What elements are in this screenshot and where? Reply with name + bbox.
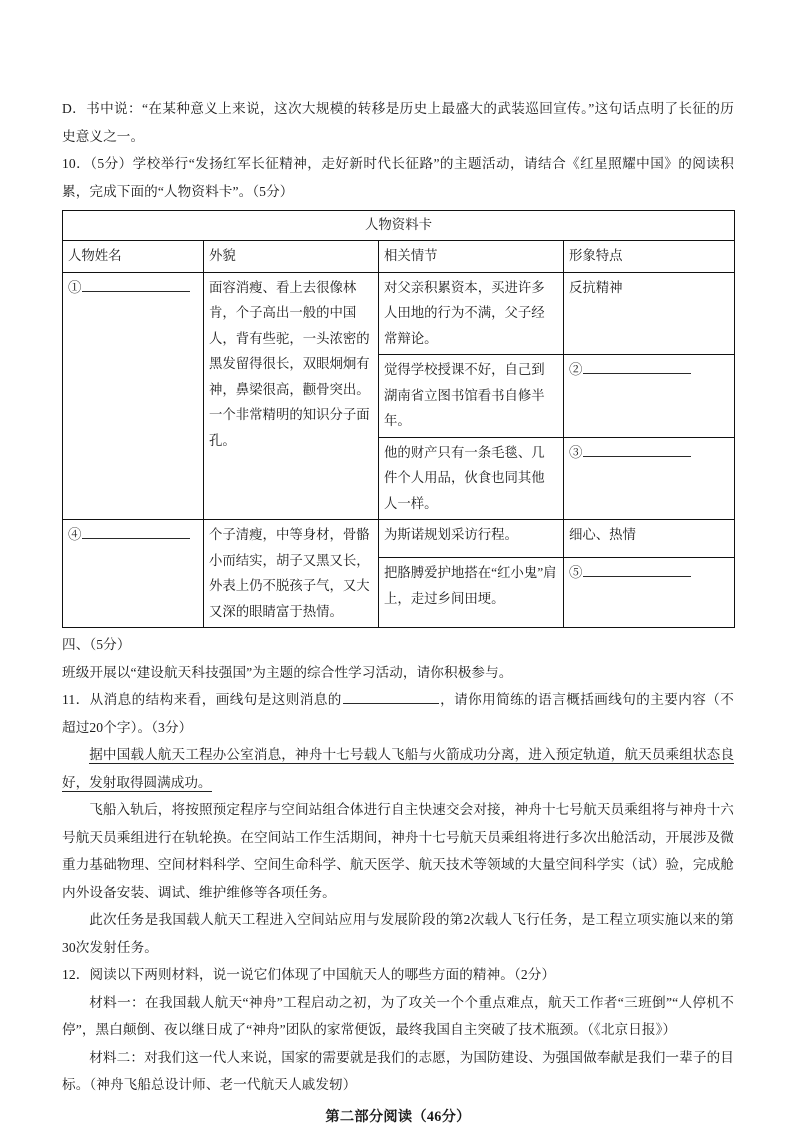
blank-line[interactable]	[583, 563, 691, 577]
character-2-trait-1: 细心、热情	[564, 520, 735, 558]
character-1-appearance: 面容消瘦、看上去很像林肯，个子高出一般的中国人，背有些驼，一头浓密的黑发留得很长，双眼炯炯有神，鼻梁很高，颧骨突出。一个非常精明的知识分子面孔。	[204, 272, 379, 520]
section-four-label: 四、（5分）	[62, 637, 131, 652]
blank-line[interactable]	[82, 278, 190, 292]
option-d-paragraph: D．书中说：“在某种意义上来说，这次大规模的转移是历史上最盛大的武装巡回宣传。”这句话点明了长征的历史意义之一。	[62, 101, 734, 144]
answer-blank-2[interactable]: ②	[569, 357, 729, 383]
exam-page	[62, 95, 734, 1131]
header-name: 人物姓名	[63, 241, 204, 273]
character-1-trait-1: 反抗精神	[564, 272, 735, 355]
character-2-trait-2[interactable]	[564, 558, 735, 628]
question-11-prompt	[62, 686, 734, 741]
section-four-intro: 班级开展以“建设航天科技强国”为主题的综合性学习活动，请你积极参与。	[62, 664, 513, 680]
blank-line[interactable]	[583, 360, 691, 374]
character-1-plot-3: 他的财产只有一条毛毯、几件个人用品，伙食也同其他人一样。	[379, 437, 564, 520]
header-plot: 相关情节	[379, 241, 564, 273]
material-two: 材料二：对我们这一代人来说，国家的需要就是我们的志愿，为国防建设、为强国做奉献是我们一辈子的目标。（神舟飞船总设计师、老一代航天人戚发轫）	[62, 1049, 734, 1092]
answer-blank-1[interactable]: ①	[68, 275, 198, 301]
answer-blank-5[interactable]: ⑤	[569, 560, 729, 586]
blank-line[interactable]	[82, 525, 190, 539]
character-1-plot-2: 觉得学校授课不好，自己到湖南省立图书馆看书自修半年。	[379, 355, 564, 438]
part-two-heading: 第二部分阅读（46分）	[325, 1108, 471, 1125]
character-profile-table	[62, 210, 735, 628]
character-2-plot-2: 把胳膊爱护地搭在“红小鬼”肩上，走过乡间田埂。	[379, 558, 564, 628]
news-body-paragraph-1: 飞船入轨后，将按照预定程序与空间站组合体进行自主快速交会对接，神舟十七号航天员乘组将与神舟十六号航天员乘组进行在轨轮换。在空间站工作生活期间，神舟十七号航天员乘组将进行多次出舱活动，开展涉及微重力基础物理、空间材料科学、空间生命科学、航天医学、航天技术等领域的大量空间科学实（试）验，完成舱内外设备安装、调试、维护维修等各项任务。	[62, 802, 734, 900]
answer-blank-4[interactable]: ④	[68, 522, 198, 548]
character-1-trait-3[interactable]	[564, 437, 735, 520]
character-2-appearance: 个子清瘦，中等身材，骨骼小而结实，胡子又黑又长，外表上仍不脱孩子气，又大又深的眼睛富于热情。	[204, 520, 379, 628]
table-header-row	[63, 241, 735, 273]
table-row	[63, 520, 735, 558]
question-10-prompt: 10．（5分）学校举行“发扬红军长征精神，走好新时代长征路”的主题活动，请结合《红星照耀中国》的阅读积累，完成下面的“人物资料卡”。（5分）	[62, 156, 734, 199]
news-lead-paragraph	[62, 741, 734, 796]
q11-text-before: 11．从消息的结构来看，画线句是这则消息的	[62, 692, 342, 707]
q11-answer-blank[interactable]	[343, 689, 439, 704]
answer-blank-3[interactable]: ③	[569, 440, 729, 466]
character-1-plot-1: 对父亲积累资本，买进许多人田地的行为不满，父子经常辩论。	[379, 272, 564, 355]
header-appearance: 外貌	[204, 241, 379, 273]
character-2-name-cell[interactable]	[63, 520, 204, 628]
table-row	[63, 272, 735, 355]
table-caption-row	[63, 211, 735, 241]
blank-line[interactable]	[583, 443, 691, 457]
question-12-prompt: 12．阅读以下两则材料，说一说它们体现了中国航天人的哪些方面的精神。（2分）	[62, 967, 556, 982]
news-body-paragraph-2: 此次任务是我国载人航天工程进入空间站应用与发展阶段的第2次载人飞行任务，是工程立项实施以来的第30次发射任务。	[62, 912, 734, 955]
character-1-name-cell[interactable]	[63, 272, 204, 520]
table-caption: 人物资料卡	[63, 211, 735, 241]
news-lead-underlined: 据中国载人航天工程办公室消息，神舟十七号载人飞船与火箭成功分离，进入预定轨道，航天员乘组状态良好，发射取得圆满成功。	[62, 747, 734, 790]
character-1-trait-2[interactable]	[564, 355, 735, 438]
material-one: 材料一：在我国载人航天“神舟”工程启动之初，为了攻关一个个重点难点，航天工作者“三班倒”“人停机不停”，黑白颠倒、夜以继日成了“神舟”团队的家常便饭，最终我国自主突破了技术瓶颈。（《北京日报》）	[62, 994, 734, 1037]
header-trait: 形象特点	[564, 241, 735, 273]
q11-text-after: ，请你用简练的语言概括画线句的主要内容（不超过20个字）。（3分）	[62, 692, 734, 735]
character-2-plot-1: 为斯诺规划采访行程。	[379, 520, 564, 558]
